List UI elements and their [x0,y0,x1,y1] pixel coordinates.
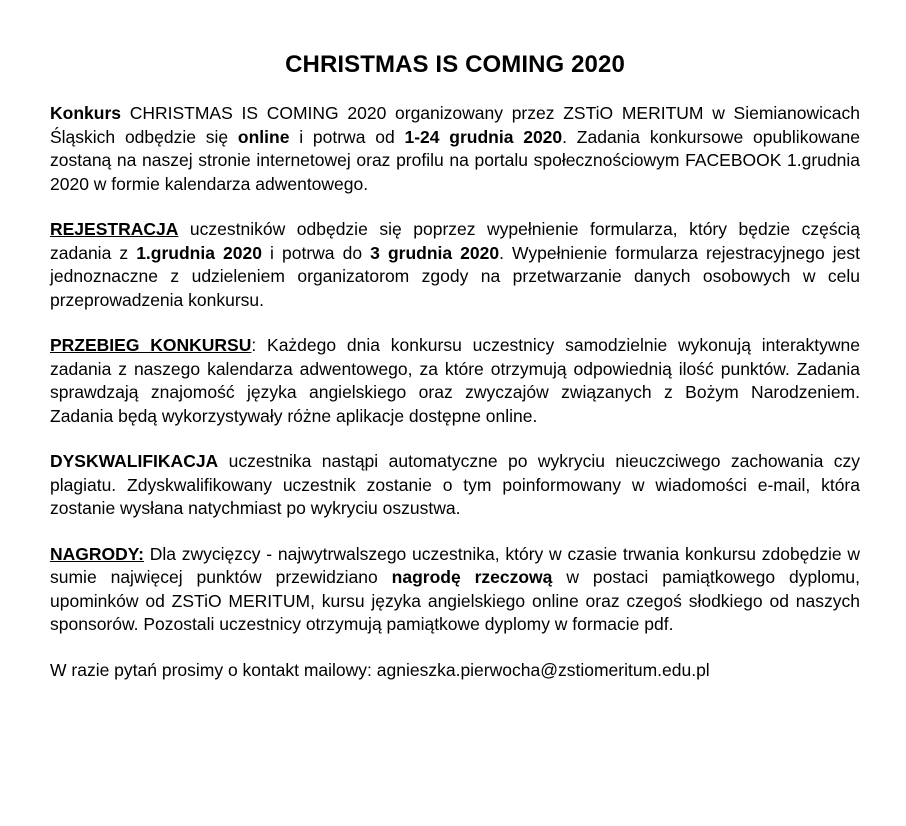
prizes-heading [50,544,144,564]
registration-bold-start: 1.grudnia 2020 [136,242,262,263]
intro-bold-online: online [237,126,290,147]
course-heading-text: PRZEBIEG KONKURSU [50,335,252,355]
prizes-text-1: Dla zwycięzcy - najwytrwalszego uczestnika, który w czasie trwania konkursu zdobędzie w sumie najwięcej punktów przewidziano [50,543,860,587]
intro-text-1: CHRISTMAS IS COMING 2020 organizowany przez ZSTiO MERITUM w Siemianowicach Śląskich odbędzie się [50,103,860,147]
document-page [50,50,860,682]
intro-paragraph [50,102,860,196]
prizes-heading-text: NAGRODY: [50,543,144,564]
registration-heading-text: REJESTRACJA [50,219,179,239]
document-title: CHRISTMAS IS COMING 2020 [285,51,625,78]
course-paragraph [50,334,860,428]
disqualification-text: uczestnika nastąpi automatyczne po wykryciu nieuczciwego zachowania czy plagiatu. Zdyskwalifikowany uczestnik zostanie o tym poinformowany w wiadomości e-mail, która zostanie wysłana natychmiast po wykryciu oszustwa. [50,451,860,518]
course-text: : Każdego dnia konkursu uczestnicy samodzielnie wykonują interaktywne zadania z naszego kalendarza adwentowego, za które otrzymują odpowiednią ilość punktów. Zadania sprawdzają znajomość języka angielskiego oraz zwyczajów związanych z Bożym Narodzeniem. Zadania będą wykorzystywały różne aplikacje dostępne online. [50,335,861,426]
disqualification-paragraph [50,450,860,521]
intro-text-2: i potrwa od [289,126,405,147]
prizes-text-2: w postaci pamiątkowego dyplomu, upominków od ZSTiO MERITUM, kursu języka angielskiego online oraz czegoś słodkiego od naszych sponsorów. Pozostali uczestnicy otrzymują pamiątkowe dyplomy w formacie pdf. [50,567,860,634]
registration-text-3: . Wypełnienie formularza rejestracyjnego jest jednoznaczne z udzieleniem organizatorom zgody na przetwarzanie danych osobowych w celu przeprowadzenia konkursu. [50,242,860,310]
prizes-bold-prize: nagrodę rzeczową [391,567,553,587]
registration-heading [50,219,178,239]
registration-paragraph [50,218,860,312]
course-heading [50,335,251,355]
registration-text-2: i potrwa do [261,242,371,263]
contact-paragraph: W razie pytań prosimy o kontakt mailowy: agnieszka.pierwocha@zstiomeritum.edu.pl [50,659,710,680]
intro-bold-dates: 1-24 grudnia 2020 [404,126,563,147]
prizes-paragraph [50,543,860,637]
registration-bold-end: 3 grudnia 2020 [370,242,500,263]
intro-bold-konkurs: Konkurs [50,103,121,123]
intro-text-3: . Zadania konkursowe opublikowane zostaną na naszej stronie internetowej oraz profilu na portalu społecznościowym FACEBOOK 1.grudnia 2020 w formie kalendarza adwentowego. [50,126,861,194]
disqualification-heading: DYSKWALIFIKACJA [50,451,219,471]
registration-text-1: uczestników odbędzie się poprzez wypełnienie formularza, który będzie częścią zadania z [50,219,860,263]
